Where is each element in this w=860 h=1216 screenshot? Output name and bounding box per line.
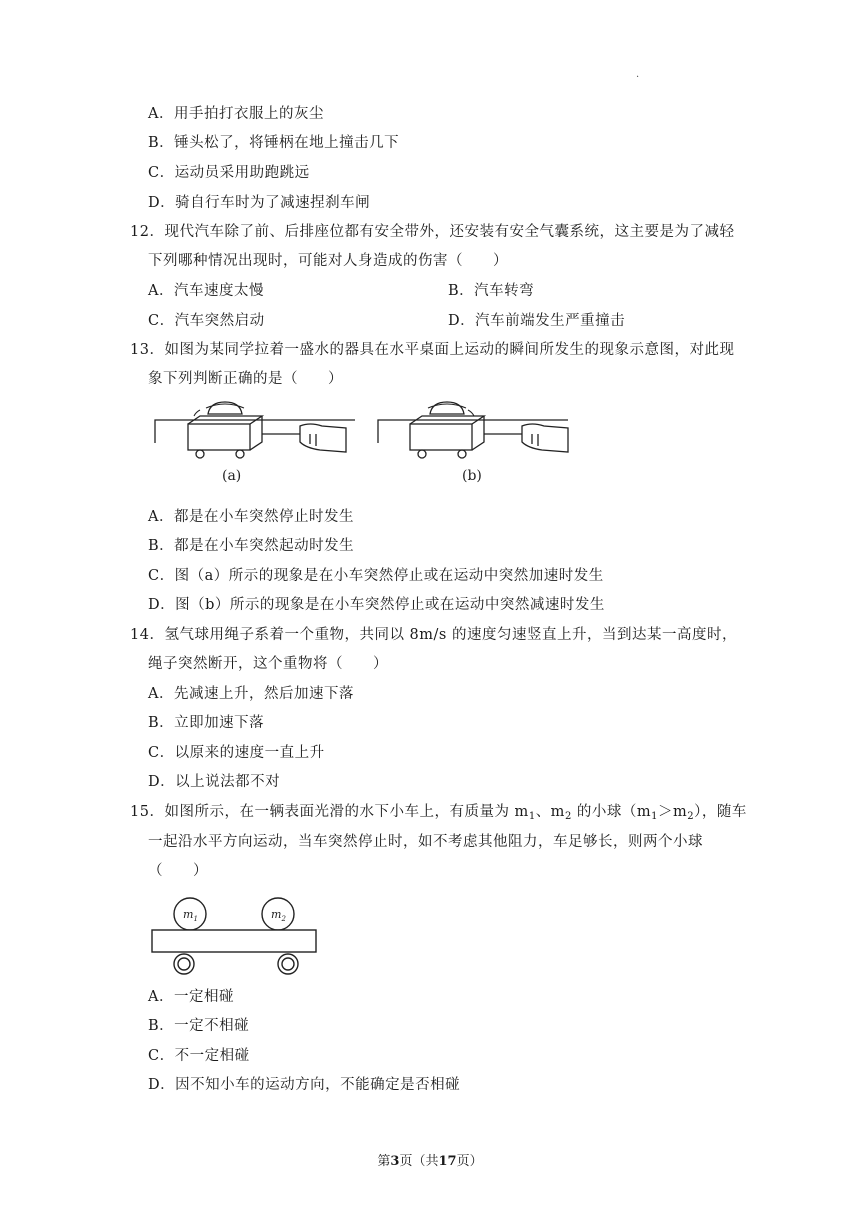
figure-b-label: (b) bbox=[462, 468, 482, 484]
q13-option-b: B．都是在小车突然起动时发生 bbox=[148, 538, 355, 554]
q14-option-b: B．立即加速下落 bbox=[148, 715, 265, 731]
q15-stem-line2: 一起沿水平方向运动，当车突然停止时，如不考虑其他阻力，车足够长，则两个小球 bbox=[148, 834, 703, 850]
q15-text-pre: 15．如图所示，在一辆表面光滑的水下小车上，有质量为 m bbox=[130, 804, 529, 820]
q13-option-d: D．图（b）所示的现象是在小车突然停止或在运动中突然减速时发生 bbox=[148, 597, 605, 613]
q15-text-mid1: 、m bbox=[535, 804, 565, 820]
q15-figure bbox=[148, 892, 320, 978]
cart-body bbox=[152, 930, 316, 952]
q12-option-a: A．汽车速度太慢 bbox=[148, 283, 264, 299]
q15-sub1: 1 bbox=[528, 811, 536, 822]
q14-stem-line2: 绳子突然断开，这个重物将（ ） bbox=[148, 656, 388, 672]
footer-page-number: 3 bbox=[390, 1154, 400, 1169]
q15-option-b: B．一定不相碰 bbox=[148, 1018, 250, 1034]
page-mark: · bbox=[636, 72, 640, 83]
left-wheel bbox=[174, 954, 194, 974]
footer-total-pages: 17 bbox=[438, 1154, 457, 1169]
figure-a-cart bbox=[155, 402, 355, 458]
figure-b-cart bbox=[378, 402, 568, 458]
option-c: C．运动员采用助跑跳远 bbox=[148, 165, 310, 181]
q15-stem-line3: （ ） bbox=[148, 863, 208, 879]
option-d: D．骑自行车时为了减速捏刹车闸 bbox=[148, 195, 371, 211]
figure-a-water-spill bbox=[194, 410, 200, 416]
q14-option-c: C．以原来的速度一直上升 bbox=[148, 745, 325, 761]
ball1-label: m bbox=[183, 908, 194, 921]
q13-stem-line2: 象下列判断正确的是（ ） bbox=[148, 371, 343, 387]
figure-b-water-spill bbox=[468, 410, 474, 416]
q12-option-d: D．汽车前端发生严重撞击 bbox=[448, 313, 626, 329]
q15-text-mid2: 的小球（m bbox=[571, 804, 652, 820]
q15-stem-line1 bbox=[130, 802, 747, 827]
page-footer bbox=[0, 1150, 860, 1169]
footer-post: 页） bbox=[456, 1154, 483, 1169]
q15-sub4: 2 bbox=[687, 811, 695, 822]
q12-option-b: B．汽车转弯 bbox=[448, 283, 535, 299]
footer-pre: 第 bbox=[377, 1154, 391, 1169]
q12-stem-line2: 下列哪种情况出现时，可能对人身造成的伤害（ ） bbox=[148, 253, 508, 269]
ball2-label: m bbox=[271, 908, 282, 921]
q13-option-a: A．都是在小车突然停止时发生 bbox=[148, 509, 354, 525]
q14-option-a: A．先减速上升，然后加速下落 bbox=[148, 686, 354, 702]
right-wheel bbox=[278, 954, 298, 974]
figure-a-label: (a) bbox=[222, 468, 242, 484]
q15-text-post: ），随车 bbox=[694, 804, 747, 820]
q12-stem-line1: 12．现代汽车除了前、后排座位都有安全带外，还安装有安全气囊系统，这主要是为了减轻 bbox=[130, 224, 735, 240]
q14-option-d: D．以上说法都不对 bbox=[148, 774, 281, 790]
q15-text-mid3: ＞m bbox=[658, 804, 688, 820]
q12-option-c: C．汽车突然启动 bbox=[148, 313, 265, 329]
q15-option-a: A．一定相碰 bbox=[148, 989, 234, 1005]
q13-figure bbox=[150, 398, 600, 494]
option-a: A．用手拍打衣服上的灰尘 bbox=[148, 106, 324, 122]
ball1-sub: 1 bbox=[193, 915, 198, 923]
q15-sub2: 2 bbox=[564, 811, 572, 822]
q15-sub3: 1 bbox=[651, 811, 659, 822]
q15-option-c: C．不一定相碰 bbox=[148, 1048, 250, 1064]
q15-option-d: D．因不知小车的运动方向，不能确定是否相碰 bbox=[148, 1077, 461, 1093]
option-b: B．锤头松了，将锤柄在地上撞击几下 bbox=[148, 135, 400, 151]
q14-stem-line1: 14．氢气球用绳子系着一个重物，共同以 8m/s 的速度匀速竖直上升，当到达某一高度时， bbox=[130, 627, 737, 643]
ball2-sub: 2 bbox=[281, 915, 286, 923]
footer-mid: 页（共 bbox=[399, 1154, 439, 1169]
q13-stem-line1: 13．如图为某同学拉着一盛水的器具在水平桌面上运动的瞬间所发生的现象示意图，对此现 bbox=[130, 342, 735, 358]
q13-option-c: C．图（a）所示的现象是在小车突然停止或在运动中突然加速时发生 bbox=[148, 568, 604, 584]
